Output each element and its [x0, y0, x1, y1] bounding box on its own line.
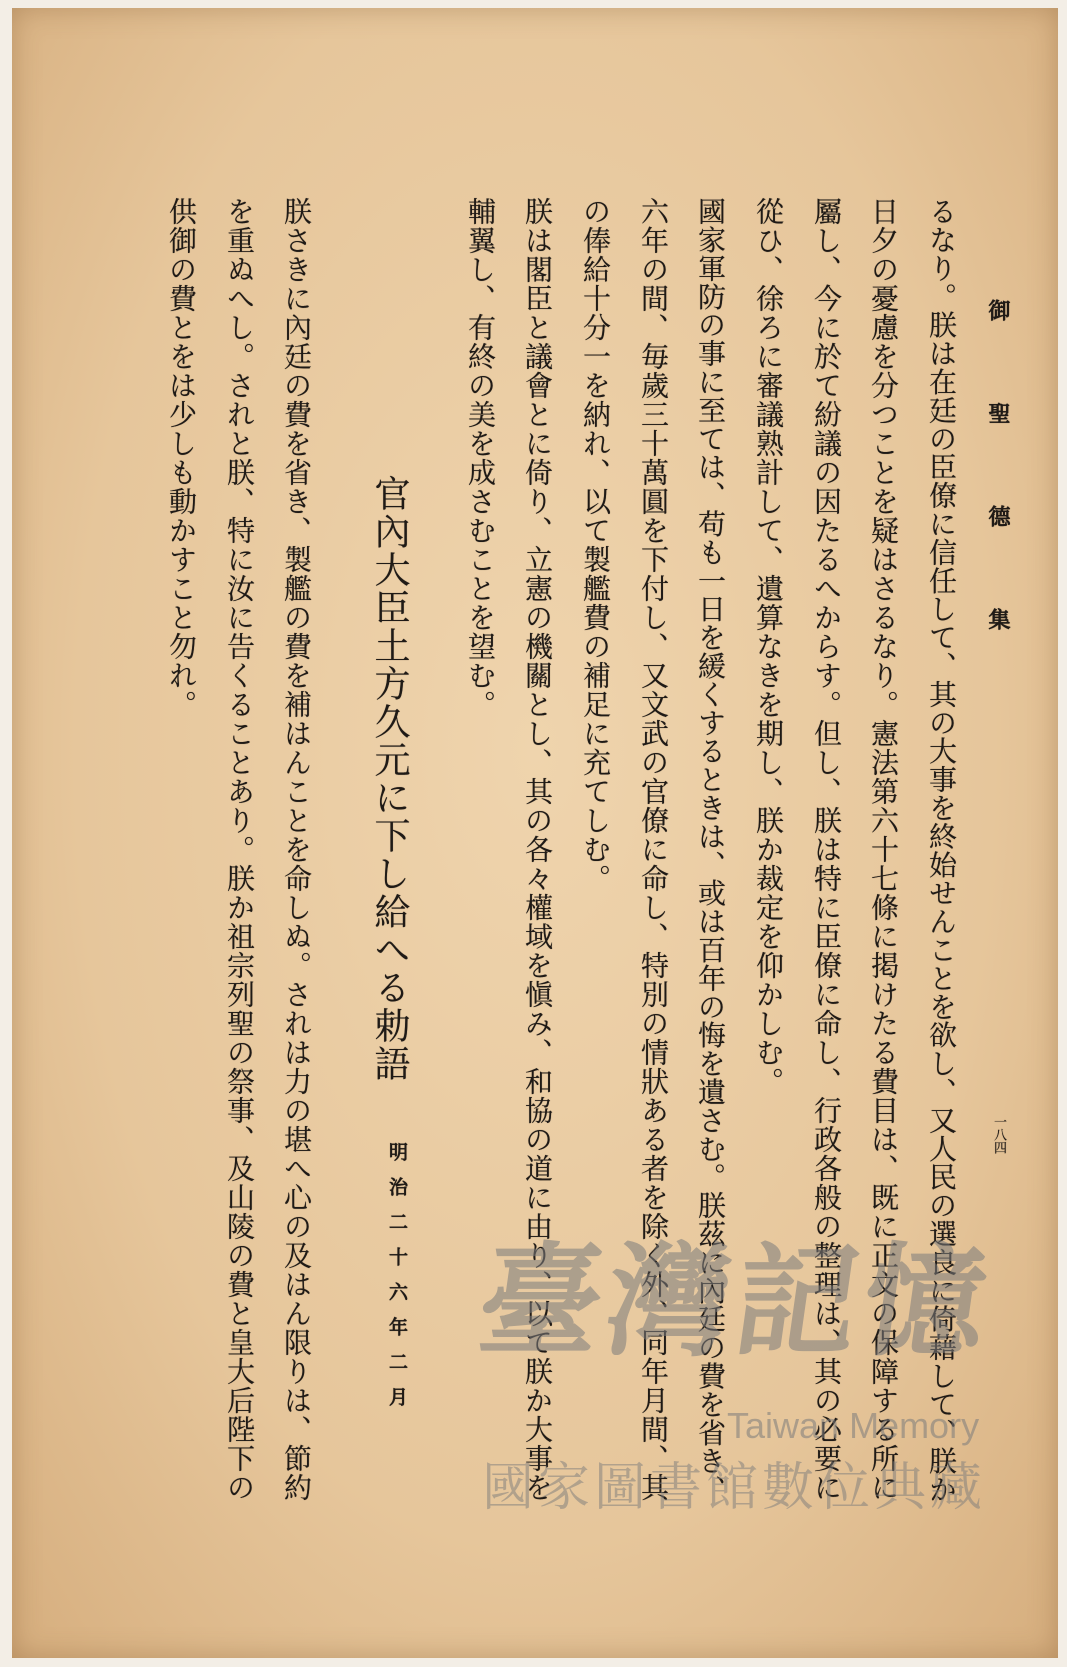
text-column: 日夕の憂慮を分つことを疑はさるなり。憲法第六十七條に掲けたる費目は、既に正文の保障する所に [867, 197, 900, 1502]
text-column: 供御の費とをは少しも動かすこと勿れ。 [165, 197, 198, 719]
text-column: を重ぬへし。されと朕、特に汝に告くることあり。朕か祖宗列聖の祭事、及山陵の費と皇大后陛下の [223, 197, 256, 1502]
scanned-page [12, 8, 1058, 1658]
watermark-english-text: Taiwan Memory [727, 1405, 980, 1446]
text-column: 國家軍防の事に至ては、苟も一日を緩くするときは、或は百年の悔を遺さむ。朕茲に內廷の費を省き、 [694, 197, 727, 1504]
page-number: 一八四 [991, 1115, 1006, 1154]
text-column: 朕は閣臣と議會とに倚り、立憲の機關とし、其の各々權域を愼み、和協の道に由り、以て朕か大事を [521, 197, 554, 1502]
text-column: 屬し、今に於て紛議の因たるへからす。但し、朕は特に臣僚に命し、行政各般の整理は、其の必要に [810, 197, 843, 1502]
text-column: 輔翼し、有終の美を成さむことを望む。 [464, 197, 497, 719]
text-column: 朕さきに內廷の費を省き、製艦の費を補はんことを命しぬ。されは力の堪へ心の及はん限りは、節約 [280, 197, 313, 1502]
text-column: の俸給十分一を納れ、以て製艦費の補足に充てしむ。 [579, 197, 612, 893]
text-column: 六年の間、毎歲三十萬圓を下付し、又文武の官僚に命し、特別の情狀ある者を除く外、同年月間、其 [637, 197, 670, 1502]
running-header: 御聖德集 [985, 299, 1011, 711]
text-column: 從ひ、徐ろに審議熟計して、遺算なきを期し、朕か裁定を仰かしむ。 [752, 197, 785, 1096]
watermark-logo-text: 臺灣記憶 [469, 1229, 1003, 1373]
rescript-title: 官內大臣土方久元に下し給へる勅語 [369, 475, 410, 1083]
watermark-institution-text: 國家圖書館數位典藏 [482, 1458, 987, 1518]
rescript-date: 明治二十六年二月 [386, 1142, 408, 1422]
text-column: るなり。朕は在廷の臣僚に信任して、其の大事を終始せんことを欲し、又人民の選良に倚藉して、朕か [925, 197, 958, 1504]
